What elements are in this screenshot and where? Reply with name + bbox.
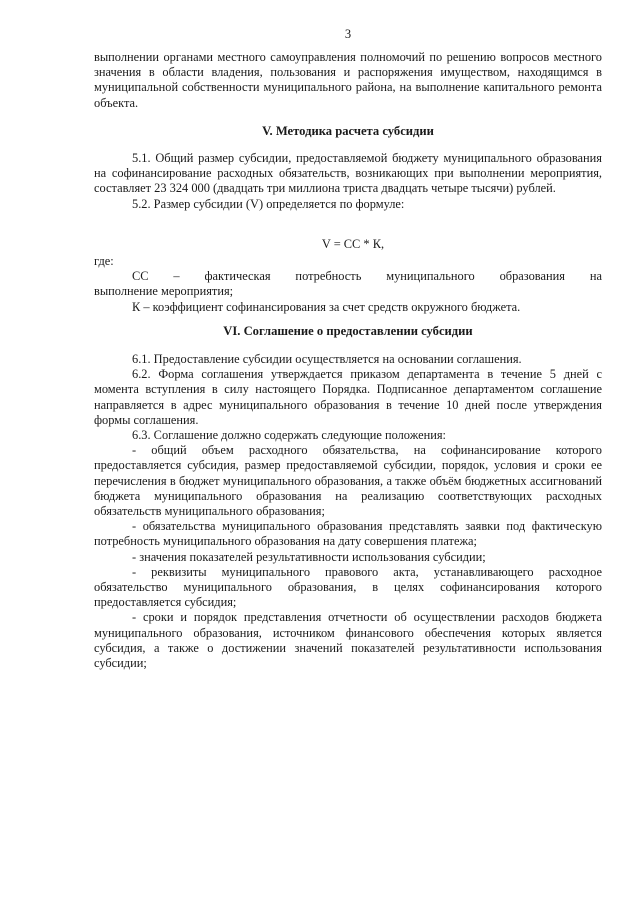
formula-definitions bbox=[94, 254, 602, 315]
section-5-body bbox=[94, 151, 602, 212]
page-number: 3 bbox=[344, 27, 352, 41]
section-6-body bbox=[94, 352, 602, 671]
definition-k: К – коэффициент софинансирования за счет средств окружного бюджета. bbox=[132, 299, 521, 314]
subsidy-formula: V = СС * К, bbox=[321, 237, 385, 251]
paragraph-6-1: 6.1. Предоставление субсидии осуществляется на основании соглашения. bbox=[132, 352, 522, 366]
where-label: где: bbox=[94, 254, 114, 268]
list-item: - общий объем расходного обязательства, на софинансирование которого предоставляется субсидия, размер предоставляемой субсидии, порядок, условия и сроки ее перечисления в бюджет муниципального образования, а также объём бюджетных ассигнований бюджета муниципального образования на реализацию соответствующих расходных обязательств муниципального образования; bbox=[94, 443, 602, 519]
section-5-heading: V. Методика расчета субсидии bbox=[262, 124, 434, 138]
definition-cc-line1: СС – фактическая потребность муниципального образования на bbox=[132, 269, 602, 284]
list-item: - обязательства муниципального образования представлять заявки под фактическую потребность муниципального образования на дату совершения платежа; bbox=[94, 519, 602, 549]
paragraph-6-3: 6.3. Соглашение должно содержать следующие положения: bbox=[132, 428, 446, 443]
intro-paragraph: выполнении органами местного самоуправления полномочий по решению вопросов местного значения в области владения, пользования и распоряжения имуществом, находящимся в муниципальной собственности муниципального района, на выполнение капитального ремонта объекта. bbox=[94, 50, 602, 110]
section-6 bbox=[94, 323, 602, 339]
section-5 bbox=[94, 123, 602, 139]
paragraph-6-2: 6.2. Форма соглашения утверждается приказом департамента в течение 5 дней с момента вступления в силу настоящего Порядка. Подписанное департаментом соглашение направляется в адрес муниципального образования в течение 10 дней после утверждения формы соглашения. bbox=[94, 367, 602, 427]
section-6-heading: VI. Соглашение о предоставлении субсидии bbox=[223, 324, 473, 338]
formula-block bbox=[94, 236, 602, 252]
paragraph-5-1: 5.1. Общий размер субсидии, предоставляемой бюджету муниципального образования на софинансирование расходных обязательств, возникающих при выполнении мероприятия, составляет 23 324 000 (двадцать три миллиона триста двадцать четыре тысячи) рублей. bbox=[94, 151, 602, 196]
paragraph-5-2: 5.2. Размер субсидии (V) определяется по формуле: bbox=[132, 196, 405, 211]
list-item: - значения показателей результативности использования субсидии; bbox=[132, 549, 486, 564]
list-item: - реквизиты муниципального правового акта, устанавливающего расходное обязательство муниципального образования, в целях софинансирования которого предоставляется субсидия; bbox=[94, 564, 602, 610]
list-item: - сроки и порядок представления отчетности об осуществлении расходов бюджета муниципального образования, источником финансового обеспечения которых является субсидия, а также о достижении значений показателей результативности использования субсидии; bbox=[94, 610, 602, 671]
intro-block bbox=[94, 50, 602, 111]
definition-cc-line2: выполнение мероприятия; bbox=[94, 284, 234, 299]
